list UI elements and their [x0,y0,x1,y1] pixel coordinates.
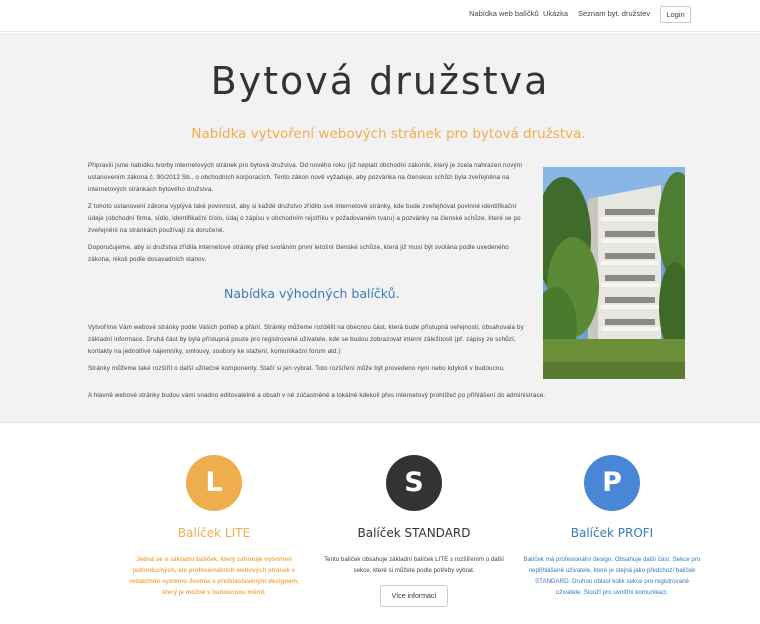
package-lite-title[interactable]: Balíček LITE [177,526,251,540]
package-profi-description: Balíček má profesionální design. Obsahuje další část. Sekce pro nepřihlášené uživatele, které je stejná jako předchozí balíček STANDARD. Druhou oblast kolik sekce pro registrované uživatele. Slouží pro uvnitřní komunikaci. [523,556,701,596]
package-standard-icon[interactable]: S [386,455,442,511]
apartment-building-photo [543,167,685,379]
packages-heading: Nabídka výhodných balíčků. [224,286,400,301]
page-title: Bytová družstva [210,59,550,103]
top-navbar [0,0,760,32]
more-info-button[interactable]: Více informací [380,585,448,607]
intro-paragraph: Doporučujeme, aby si družstva zřídila internetové stránky před svoláním první letošní členské schůze, která již musí být svolána podle uvedeného zákona, nikoli podle dosavadních stanov. [88,244,509,263]
package-lite-icon[interactable]: L [186,455,242,511]
package-standard [314,455,514,607]
intro-paragraph: Stránky můžeme také rozšířit o další užitečné komponenty. Stačí si jen vybrat. Toto rozšíření může být provedeno nyní nebo kdykoli v budoucnu. [88,365,505,372]
package-lite-description: Jedná se o základní balíček, který zahrnuje vytvoření jednoduchých, ale profesionálních webových stránek v redakčním systému Joomla s přednastaveným designem, který je možné s budoucnou měnit. [129,556,299,596]
intro-paragraph: Vytvoříme Vám webové stránky podle Vašich potřeb a přání. Stránky můžeme rozdělit na obecnou část, která bude přístupná veřejnosti, obsahovala by základní informace. Druhá část by byla přístupná pouze pro registrované uživatele, kde se budou zobrazovat interní záležitosti (př. zápisy ze schůzí, kontakty na jednotlivé nájemníky, smlouvy, soubory ke stažení, komunikační forum atd.) [88,324,524,355]
package-standard-description: Tento balíček obsahuje základní balíček LITE s rozšířením o další sekce, které si můžete podle potřeby vybrat. [324,556,504,574]
nav-link-cooperatives-list[interactable]: Seznam byt. družstev [578,9,651,18]
package-lite [114,455,314,598]
login-button[interactable]: Login [660,6,691,23]
intro-paragraph: A hlavně webové stránky budou vámi snadno editovatelné a obsah v ně zúčastněné a lokálně kdekoli přes internetový prohlížeč po přihlášení do administrace. [88,392,546,399]
intro-paragraph: Připravili jsme nabídku tvorby internetových stránek pro bytová družstva. Od nového roku (již neplatí obchodní zákoník, který je zcela nahrazen novým ustanovením zákona č. 90/2012 Sb., o obchodních korporacích. Tento zákon nově vyžaduje, aby pozvánka na členskou schůzi byla zveřejněna na internetových stránkách bytového družstva. [88,162,523,193]
package-standard-title[interactable]: Balíček STANDARD [357,526,471,540]
nav-link-demo[interactable]: Ukázka [543,9,569,18]
intro-paragraph: Z tohoto ustanovení zákona vyplývá také povinnost, aby si každé družstvo zřídilo své internetové stránky, kde bude zveřejňovat povinné identifikační údaje (obchodní firma, sídlo, identifikační číslo, údaj o zápisu v obchodním rejstříku v požadovaném tvaru) a pozvánky na členské schůze, které se po zveřejnění na stránkách používají za doručené. [88,203,521,234]
hero-section [0,33,760,423]
package-profi [512,455,712,598]
nav-link-package-offer[interactable]: Nabídka web balíčků [469,9,539,18]
package-profi-title[interactable]: Balíček PROFI [570,526,654,540]
hero-subtitle: Nabídka vytvoření webových stránek pro bytová družstva. [191,126,586,142]
package-profi-icon[interactable]: P [584,455,640,511]
